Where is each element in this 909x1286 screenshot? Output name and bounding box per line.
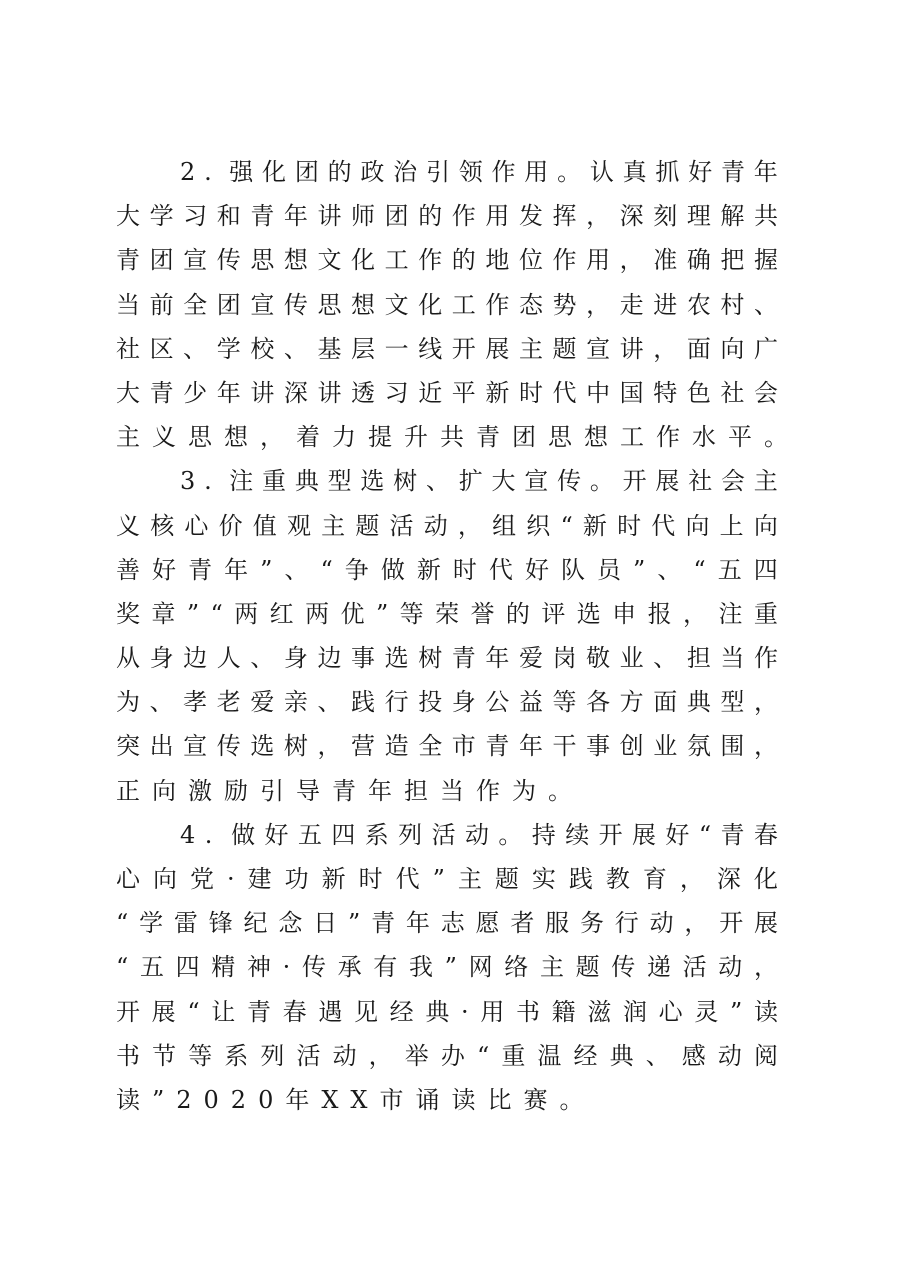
text-line: 突 出 宣 传 选 树 ， 营 造 全 市 青 年 干 事 创 业 氛 围 ， [116, 732, 778, 761]
text-line: “ 五 四 精 神 · 传 承 有 我 ” 网 络 主 题 传 递 活 动 ， [116, 953, 778, 982]
text-line: 大 学 习 和 青 年 讲 师 团 的 作 用 发 挥 ， 深 刻 理 解 共 [116, 202, 778, 231]
paragraph-4 [116, 813, 778, 1122]
paragraph-3 [116, 459, 778, 813]
text-line: 正向激励引导青年担当作为。 [116, 776, 584, 805]
text-line: 书 节 等 系 列 活 动 ， 举 办 “ 重 温 经 典 、 感 动 阅 [116, 1041, 778, 1070]
text-line: 从 身 边 人 、 身 边 事 选 树 青 年 爱 岗 敬 业 、 担 当 作 [116, 644, 778, 673]
text-line: 奖 章 ” “ 两 红 两 优 ” 等 荣 誉 的 评 选 申 报 ， 注 重 [116, 599, 778, 628]
document-body [116, 150, 800, 1122]
text-line: 4 . 做 好 五 四 系 列 活 动 。 持 续 开 展 好 “ 青 春 [180, 820, 778, 849]
text-line: 2 . 强 化 团 的 政 治 引 领 作 用 。 认 真 抓 好 青 年 [180, 158, 778, 186]
text-line: 社 区 、 学 校 、 基 层 一 线 开 展 主 题 宣 讲 ， 面 向 广 [116, 334, 778, 363]
text-line: 主义思想，着力提升共青团思想工作水平。 [116, 423, 800, 452]
paragraph-2 [116, 150, 800, 459]
text-line: “ 学 雷 锋 纪 念 日 ” 青 年 志 愿 者 服 务 行 动 ， 开 展 [116, 909, 778, 938]
text-line: 义 核 心 价 值 观 主 题 活 动 ， 组 织 “ 新 时 代 向 上 向 [116, 511, 778, 540]
text-line: 心 向 党 · 建 功 新 时 代 ” 主 题 实 践 教 育 ， 深 化 [116, 865, 778, 893]
text-line: 当 前 全 团 宣 传 思 想 文 化 工 作 态 势 ， 走 进 农 村 、 [116, 290, 778, 319]
text-line: 开 展 “ 让 青 春 遇 见 经 典 · 用 书 籍 滋 润 心 灵 ” 读 [116, 997, 778, 1026]
text-line: 读”2020年XX市诵读比赛。 [116, 1085, 596, 1114]
text-line: 善 好 青 年 ” 、 “ 争 做 新 时 代 好 队 员 ” 、 “ 五 四 [116, 555, 778, 584]
text-line: 为 、 孝 老 爱 亲 、 践 行 投 身 公 益 等 各 方 面 典 型 ， [116, 688, 778, 717]
text-line: 大 青 少 年 讲 深 讲 透 习 近 平 新 时 代 中 国 特 色 社 会 [116, 378, 778, 407]
text-line: 青 团 宣 传 思 想 文 化 工 作 的 地 位 作 用 ， 准 确 把 握 [116, 246, 778, 275]
text-line: 3 . 注 重 典 型 选 树 、 扩 大 宣 传 。 开 展 社 会 主 [180, 467, 778, 496]
